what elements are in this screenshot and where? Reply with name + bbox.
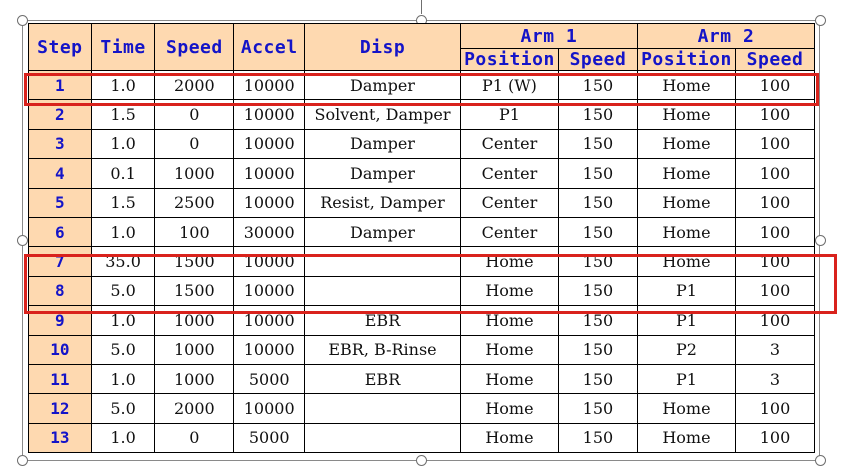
- cell-disp: [305, 394, 461, 423]
- cell-accel: 10000: [234, 306, 305, 335]
- cell-time: 5.0: [91, 335, 155, 364]
- cell-disp: [305, 276, 461, 305]
- cell-accel: 10000: [234, 100, 305, 129]
- cell-arm-2-position: P1: [637, 306, 735, 335]
- cell-disp: Damper: [305, 129, 461, 158]
- cell-arm-1-speed: 150: [559, 188, 638, 217]
- cell-arm-1-position: P1 (W): [460, 71, 558, 100]
- cell-arm-2-speed: 100: [736, 159, 815, 188]
- table-row: [29, 394, 815, 423]
- cell-step: 12: [29, 394, 92, 423]
- cell-arm-2-position: P2: [637, 335, 735, 364]
- cell-arm-2-speed: 3: [736, 335, 815, 364]
- cell-step: 1: [29, 71, 92, 100]
- cell-arm-1-speed: 150: [559, 217, 638, 246]
- cell-arm-1-speed: 150: [559, 306, 638, 335]
- cell-arm-2-speed: 100: [736, 188, 815, 217]
- cell-arm-2-position: Home: [637, 247, 735, 276]
- cell-arm-2-position: Home: [637, 129, 735, 158]
- table-row: [29, 159, 815, 188]
- table-row: [29, 247, 815, 276]
- header-accel: Accel: [234, 24, 305, 71]
- cell-disp: Solvent, Damper: [305, 100, 461, 129]
- cell-step: 13: [29, 423, 92, 452]
- cell-arm-2-speed: 100: [736, 71, 815, 100]
- rotate-handle-stem: [421, 0, 422, 14]
- cell-time: 1.0: [91, 364, 155, 393]
- cell-step: 11: [29, 364, 92, 393]
- table-row: [29, 276, 815, 305]
- cell-speed: 0: [155, 100, 234, 129]
- cell-arm-1-position: Home: [460, 306, 558, 335]
- cell-arm-1-position: Home: [460, 364, 558, 393]
- cell-arm-1-speed: 150: [559, 129, 638, 158]
- table-row: [29, 364, 815, 393]
- cell-arm-2-position: Home: [637, 217, 735, 246]
- cell-arm-1-position: Center: [460, 129, 558, 158]
- header-arm-1-speed: Speed: [559, 49, 638, 71]
- cell-step: 3: [29, 129, 92, 158]
- cell-accel: 10000: [234, 276, 305, 305]
- cell-step: 7: [29, 247, 92, 276]
- resize-handle-top-left[interactable]: [17, 15, 28, 26]
- cell-arm-2-speed: 100: [736, 306, 815, 335]
- cell-time: 1.5: [91, 188, 155, 217]
- cell-accel: 10000: [234, 335, 305, 364]
- table-row: [29, 188, 815, 217]
- cell-arm-1-position: Center: [460, 159, 558, 188]
- cell-time: 1.0: [91, 423, 155, 452]
- cell-arm-2-position: Home: [637, 100, 735, 129]
- cell-step: 5: [29, 188, 92, 217]
- cell-speed: 1500: [155, 276, 234, 305]
- cell-accel: 5000: [234, 364, 305, 393]
- cell-speed: 1500: [155, 247, 234, 276]
- cell-accel: 10000: [234, 188, 305, 217]
- cell-arm-1-speed: 150: [559, 71, 638, 100]
- header-arm-2-position: Position: [637, 49, 735, 71]
- cell-arm-2-position: Home: [637, 71, 735, 100]
- header-disp: Disp: [305, 24, 461, 71]
- cell-arm-1-position: Home: [460, 247, 558, 276]
- cell-accel: 10000: [234, 129, 305, 158]
- cell-accel: 5000: [234, 423, 305, 452]
- resize-handle-bottom-left[interactable]: [17, 455, 28, 466]
- cell-arm-2-position: Home: [637, 423, 735, 452]
- header-arm-1: Arm 1: [460, 24, 637, 49]
- cell-arm-1-speed: 150: [559, 100, 638, 129]
- cell-arm-2-speed: 100: [736, 100, 815, 129]
- table-row: [29, 100, 815, 129]
- header-speed: Speed: [155, 24, 234, 71]
- cell-step: 4: [29, 159, 92, 188]
- table-row: [29, 217, 815, 246]
- cell-disp: Resist, Damper: [305, 188, 461, 217]
- header-arm-2: Arm 2: [637, 24, 814, 49]
- cell-arm-2-position: P1: [637, 364, 735, 393]
- cell-arm-1-speed: 150: [559, 394, 638, 423]
- cell-step: 2: [29, 100, 92, 129]
- cell-disp: EBR: [305, 364, 461, 393]
- cell-arm-2-speed: 100: [736, 423, 815, 452]
- header-step: Step: [29, 24, 92, 71]
- cell-step: 10: [29, 335, 92, 364]
- cell-time: 1.0: [91, 71, 155, 100]
- resize-handle-bottom-right[interactable]: [815, 455, 826, 466]
- cell-speed: 1000: [155, 306, 234, 335]
- resize-handle-right[interactable]: [815, 235, 826, 246]
- cell-step: 6: [29, 217, 92, 246]
- cell-arm-2-position: Home: [637, 188, 735, 217]
- cell-arm-1-speed: 150: [559, 247, 638, 276]
- cell-arm-2-position: P1: [637, 276, 735, 305]
- cell-arm-1-speed: 150: [559, 364, 638, 393]
- cell-time: 5.0: [91, 394, 155, 423]
- cell-arm-1-position: Home: [460, 394, 558, 423]
- cell-speed: 1000: [155, 364, 234, 393]
- cell-arm-2-speed: 100: [736, 217, 815, 246]
- cell-speed: 0: [155, 423, 234, 452]
- cell-arm-2-position: Home: [637, 394, 735, 423]
- cell-arm-1-position: P1: [460, 100, 558, 129]
- cell-time: 1.0: [91, 217, 155, 246]
- cell-arm-2-speed: 100: [736, 129, 815, 158]
- cell-arm-1-position: Center: [460, 188, 558, 217]
- cell-time: 35.0: [91, 247, 155, 276]
- cell-arm-1-position: Home: [460, 276, 558, 305]
- cell-disp: EBR: [305, 306, 461, 335]
- table-row: [29, 306, 815, 335]
- cell-disp: [305, 423, 461, 452]
- cell-arm-1-position: Center: [460, 217, 558, 246]
- cell-time: 1.0: [91, 306, 155, 335]
- cell-arm-2-position: Home: [637, 159, 735, 188]
- cell-speed: 2000: [155, 394, 234, 423]
- cell-accel: 10000: [234, 159, 305, 188]
- cell-disp: EBR, B-Rinse: [305, 335, 461, 364]
- cell-speed: 2500: [155, 188, 234, 217]
- header-arm-2-speed: Speed: [736, 49, 815, 71]
- cell-accel: 30000: [234, 217, 305, 246]
- cell-accel: 10000: [234, 71, 305, 100]
- header-arm-1-position: Position: [460, 49, 558, 71]
- cell-time: 5.0: [91, 276, 155, 305]
- cell-arm-2-speed: 3: [736, 364, 815, 393]
- cell-accel: 10000: [234, 247, 305, 276]
- cell-arm-1-speed: 150: [559, 423, 638, 452]
- cell-disp: [305, 247, 461, 276]
- resize-handle-top-right[interactable]: [815, 15, 826, 26]
- header-row: [29, 24, 815, 49]
- table-row: [29, 335, 815, 364]
- resize-handle-bottom[interactable]: [416, 455, 427, 466]
- cell-time: 1.5: [91, 100, 155, 129]
- table-row: [29, 71, 815, 100]
- cell-speed: 1000: [155, 159, 234, 188]
- cell-speed: 1000: [155, 335, 234, 364]
- header-time: Time: [91, 24, 155, 71]
- cell-arm-1-speed: 150: [559, 276, 638, 305]
- cell-arm-1-speed: 150: [559, 335, 638, 364]
- cell-disp: Damper: [305, 159, 461, 188]
- cell-accel: 10000: [234, 394, 305, 423]
- recipe-step-table: [28, 23, 815, 453]
- resize-handle-left[interactable]: [17, 235, 28, 246]
- cell-time: 0.1: [91, 159, 155, 188]
- cell-step: 9: [29, 306, 92, 335]
- cell-speed: 2000: [155, 71, 234, 100]
- cell-arm-2-speed: 100: [736, 247, 815, 276]
- table-row: [29, 423, 815, 452]
- cell-speed: 100: [155, 217, 234, 246]
- cell-arm-1-position: Home: [460, 423, 558, 452]
- cell-disp: Damper: [305, 71, 461, 100]
- cell-arm-2-speed: 100: [736, 394, 815, 423]
- cell-arm-1-position: Home: [460, 335, 558, 364]
- cell-disp: Damper: [305, 217, 461, 246]
- cell-arm-2-speed: 100: [736, 276, 815, 305]
- cell-time: 1.0: [91, 129, 155, 158]
- table-row: [29, 129, 815, 158]
- cell-speed: 0: [155, 129, 234, 158]
- cell-arm-1-speed: 150: [559, 159, 638, 188]
- cell-step: 8: [29, 276, 92, 305]
